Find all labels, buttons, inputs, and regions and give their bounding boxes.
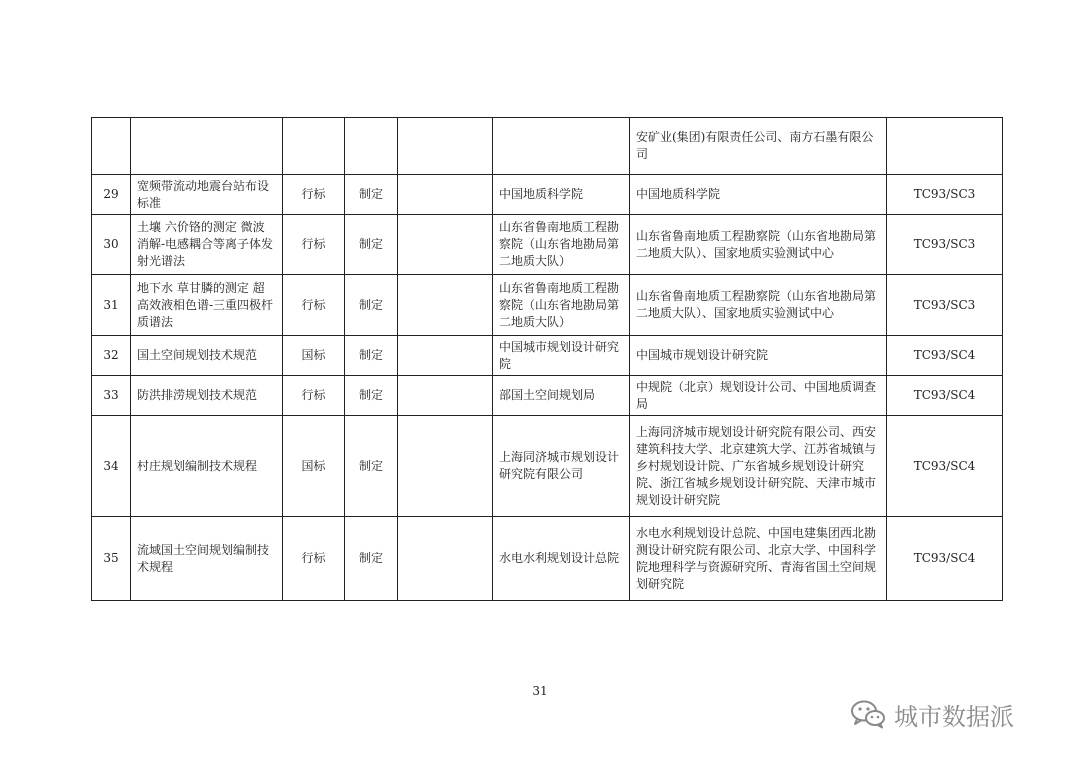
standard-name: 村庄规划编制技术规程 xyxy=(131,416,283,517)
technical-committee: TC93/SC4 xyxy=(887,336,1003,376)
standards-table xyxy=(91,117,1003,601)
table-row xyxy=(92,175,1003,215)
row-number xyxy=(92,118,131,175)
row-number: 34 xyxy=(92,416,131,517)
lead-organization: 中国城市规划设计研究院 xyxy=(493,336,630,376)
standard-nature: 制定 xyxy=(345,215,398,275)
blank-cell xyxy=(398,416,493,517)
table-row xyxy=(92,376,1003,416)
standard-nature: 制定 xyxy=(345,376,398,416)
participating-organizations: 山东省鲁南地质工程勘察院（山东省地勘局第二地质大队）、国家地质实验测试中心 xyxy=(630,215,887,275)
blank-cell xyxy=(398,275,493,336)
blank-cell xyxy=(398,336,493,376)
table-row xyxy=(92,517,1003,601)
participating-organizations: 中国城市规划设计研究院 xyxy=(630,336,887,376)
lead-organization: 中国地质科学院 xyxy=(493,175,630,215)
table-row xyxy=(92,118,1003,175)
technical-committee xyxy=(887,118,1003,175)
standard-type xyxy=(283,118,345,175)
standard-type: 行标 xyxy=(283,175,345,215)
standard-nature: 制定 xyxy=(345,517,398,601)
standard-name: 流域国土空间规划编制技术规程 xyxy=(131,517,283,601)
standard-nature xyxy=(345,118,398,175)
standard-nature: 制定 xyxy=(345,416,398,517)
standard-type: 行标 xyxy=(283,376,345,416)
technical-committee: TC93/SC4 xyxy=(887,376,1003,416)
lead-organization: 山东省鲁南地质工程勘察院（山东省地勘局第二地质大队） xyxy=(493,215,630,275)
table-row xyxy=(92,336,1003,376)
lead-organization: 上海同济城市规划设计研究院有限公司 xyxy=(493,416,630,517)
lead-organization xyxy=(493,118,630,175)
participating-organizations: 中规院（北京）规划设计公司、中国地质调查局 xyxy=(630,376,887,416)
table-row xyxy=(92,215,1003,275)
standard-name: 地下水 草甘膦的测定 超高效液相色谱-三重四极杆质谱法 xyxy=(131,275,283,336)
lead-organization: 山东省鲁南地质工程勘察院（山东省地勘局第二地质大队） xyxy=(493,275,630,336)
participating-organizations: 上海同济城市规划设计研究院有限公司、西安建筑科技大学、北京建筑大学、江苏省城镇与乡村规划设计院、广东省城乡规划设计研究院、浙江省城乡规划设计研究院、天津市城市规划设计研究院 xyxy=(630,416,887,517)
watermark xyxy=(850,697,1014,731)
participating-organizations: 水电水利规划设计总院、中国电建集团西北勘测设计研究院有限公司、北京大学、中国科学院地理科学与资源研究所、青海省国土空间规划研究院 xyxy=(630,517,887,601)
wechat-icon xyxy=(850,699,886,729)
standard-type: 行标 xyxy=(283,275,345,336)
blank-cell xyxy=(398,118,493,175)
watermark-text: 城市数据派 xyxy=(894,702,1014,731)
blank-cell xyxy=(398,376,493,416)
row-number: 33 xyxy=(92,376,131,416)
blank-cell xyxy=(398,517,493,601)
standard-name: 宽频带流动地震台站布设标准 xyxy=(131,175,283,215)
participating-organizations: 山东省鲁南地质工程勘察院（山东省地勘局第二地质大队）、国家地质实验测试中心 xyxy=(630,275,887,336)
row-number: 32 xyxy=(92,336,131,376)
standard-name: 土壤 六价铬的测定 微波消解-电感耦合等离子体发射光谱法 xyxy=(131,215,283,275)
standard-nature: 制定 xyxy=(345,336,398,376)
table-row xyxy=(92,416,1003,517)
standard-name: 防洪排涝规划技术规范 xyxy=(131,376,283,416)
table-body xyxy=(92,118,1003,601)
standard-name xyxy=(131,118,283,175)
participating-organizations: 中国地质科学院 xyxy=(630,175,887,215)
standard-nature: 制定 xyxy=(345,275,398,336)
standard-type: 国标 xyxy=(283,336,345,376)
row-number: 30 xyxy=(92,215,131,275)
technical-committee: TC93/SC3 xyxy=(887,175,1003,215)
page-number: 31 xyxy=(532,684,548,698)
standard-type: 国标 xyxy=(283,416,345,517)
technical-committee: TC93/SC3 xyxy=(887,275,1003,336)
lead-organization: 部国土空间规划局 xyxy=(493,376,630,416)
row-number: 35 xyxy=(92,517,131,601)
blank-cell xyxy=(398,175,493,215)
standard-nature: 制定 xyxy=(345,175,398,215)
technical-committee: TC93/SC4 xyxy=(887,416,1003,517)
participating-organizations: 安矿业(集团)有限责任公司、南方石墨有限公司 xyxy=(630,118,887,175)
blank-cell xyxy=(398,215,493,275)
standard-name: 国土空间规划技术规范 xyxy=(131,336,283,376)
technical-committee: TC93/SC4 xyxy=(887,517,1003,601)
table-row xyxy=(92,275,1003,336)
lead-organization: 水电水利规划设计总院 xyxy=(493,517,630,601)
technical-committee: TC93/SC3 xyxy=(887,215,1003,275)
standard-type: 行标 xyxy=(283,215,345,275)
row-number: 31 xyxy=(92,275,131,336)
standard-type: 行标 xyxy=(283,517,345,601)
row-number: 29 xyxy=(92,175,131,215)
